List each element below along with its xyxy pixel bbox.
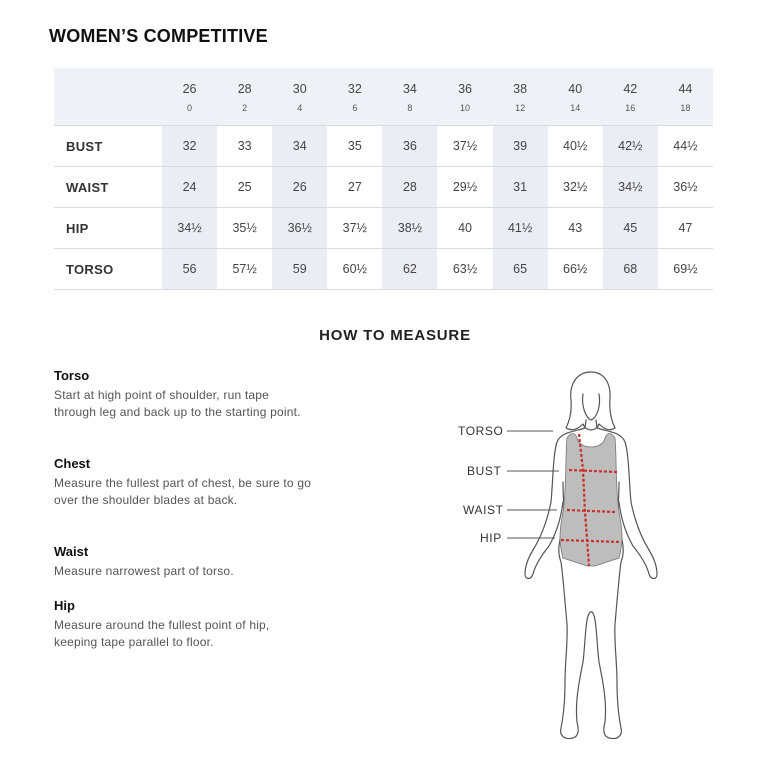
measurement-cell: 36½ — [272, 208, 327, 249]
instruction-title: Hip — [54, 598, 75, 613]
measurement-cell: 68 — [603, 249, 658, 290]
uk-size: 8 — [407, 103, 413, 113]
measurement-cell: 31 — [493, 167, 548, 208]
uk-size: 18 — [680, 103, 691, 113]
figure-label-hip: HIP — [480, 531, 502, 545]
figure-label-bust: BUST — [467, 464, 502, 478]
instruction-title: Torso — [54, 368, 90, 383]
instruction-waist — [54, 544, 314, 580]
instruction-chest — [54, 456, 314, 509]
measurement-cell: 27 — [327, 167, 382, 208]
measurement-cell: 65 — [493, 249, 548, 290]
measurement-cell: 38½ — [382, 208, 437, 249]
measurement-cell: 62 — [382, 249, 437, 290]
measurement-cell: 35½ — [217, 208, 272, 249]
measurement-cell: 28 — [382, 167, 437, 208]
row-label: BUST — [54, 126, 162, 167]
size-column-header — [493, 68, 548, 126]
us-size: 38 — [513, 82, 528, 96]
row-label: HIP — [54, 208, 162, 249]
uk-size: 6 — [352, 103, 358, 113]
instruction-title: Chest — [54, 456, 91, 471]
figure-label-waist: WAIST — [463, 503, 504, 517]
us-size: 30 — [292, 82, 307, 96]
measurement-cell: 40 — [437, 208, 492, 249]
us-size: 28 — [237, 82, 252, 96]
instruction-text: Measure the fullest part of chest, be sure to go over the shoulder blades at back. — [54, 476, 312, 507]
body-outline-icon — [455, 362, 685, 757]
measurement-cell: 41½ — [493, 208, 548, 249]
measurement-cell: 44½ — [658, 126, 713, 167]
measurement-cell: 56 — [162, 249, 217, 290]
measurement-cell: 36 — [382, 126, 437, 167]
uk-size: 4 — [297, 103, 303, 113]
measurement-cell: 29½ — [437, 167, 492, 208]
instruction-text: Measure narrowest part of torso. — [54, 564, 234, 578]
measurement-cell: 25 — [217, 167, 272, 208]
table-row — [54, 208, 713, 249]
measurement-cell: 24 — [162, 167, 217, 208]
measurement-figure — [455, 362, 685, 757]
measurement-cell: 37½ — [327, 208, 382, 249]
measurement-cell: 37½ — [437, 126, 492, 167]
measurement-cell: 34 — [272, 126, 327, 167]
measurement-cell: 45 — [603, 208, 658, 249]
size-column-header — [272, 68, 327, 126]
size-column-header — [382, 68, 437, 126]
measurement-cell: 26 — [272, 167, 327, 208]
measurement-cell: 32½ — [548, 167, 603, 208]
table-row — [54, 249, 713, 290]
measurement-cell: 40½ — [548, 126, 603, 167]
measurement-cell: 33 — [217, 126, 272, 167]
us-size: 32 — [347, 82, 362, 96]
table-row — [54, 167, 713, 208]
size-column-header — [437, 68, 492, 126]
uk-size: 14 — [570, 103, 581, 113]
measurement-cell: 39 — [493, 126, 548, 167]
size-column-header — [658, 68, 713, 126]
instruction-torso — [54, 368, 314, 421]
instruction-text: Start at high point of shoulder, run tape through leg and back up to the starting point. — [54, 388, 301, 419]
figure-label-torso: TORSO — [458, 424, 504, 438]
measurement-cell: 43 — [548, 208, 603, 249]
size-column-header — [217, 68, 272, 126]
header-corner — [54, 68, 162, 126]
size-column-header — [327, 68, 382, 126]
us-size: 36 — [458, 82, 472, 96]
instruction-hip — [54, 598, 314, 651]
us-size: 40 — [568, 82, 583, 96]
measurement-cell: 69½ — [658, 249, 713, 290]
measurement-cell: 47 — [658, 208, 713, 249]
uk-size: 12 — [515, 103, 526, 113]
measurement-cell: 32 — [162, 126, 217, 167]
us-size: 44 — [678, 82, 693, 96]
measurement-cell: 34½ — [162, 208, 217, 249]
instruction-text: Measure around the fullest point of hip, keeping tape parallel to floor. — [54, 618, 270, 649]
us-size: 42 — [623, 82, 638, 96]
table-row — [54, 126, 713, 167]
size-column-header — [162, 68, 217, 126]
measurement-cell: 36½ — [658, 167, 713, 208]
size-chart-table — [54, 68, 713, 290]
size-header-row — [54, 68, 713, 126]
us-size: 26 — [182, 82, 197, 96]
size-column-header — [603, 68, 658, 126]
how-to-measure-heading: HOW TO MEASURE — [319, 327, 471, 344]
uk-size: 10 — [460, 103, 471, 113]
uk-size: 16 — [625, 103, 636, 113]
uk-size: 2 — [242, 103, 248, 113]
size-column-header — [548, 68, 603, 126]
uk-size: 0 — [187, 103, 193, 113]
measurement-cell: 63½ — [437, 249, 492, 290]
measurement-cell: 42½ — [603, 126, 658, 167]
row-label: TORSO — [54, 249, 162, 290]
measurement-cell: 57½ — [217, 249, 272, 290]
measurement-cell: 60½ — [327, 249, 382, 290]
instruction-title: Waist — [54, 544, 89, 559]
measurement-cell: 34½ — [603, 167, 658, 208]
us-size: 34 — [402, 82, 417, 96]
measurement-cell: 66½ — [548, 249, 603, 290]
measurement-cell: 59 — [272, 249, 327, 290]
measurement-cell: 35 — [327, 126, 382, 167]
row-label: WAIST — [54, 167, 162, 208]
page-title: WOMEN’S COMPETITIVE — [49, 26, 268, 46]
